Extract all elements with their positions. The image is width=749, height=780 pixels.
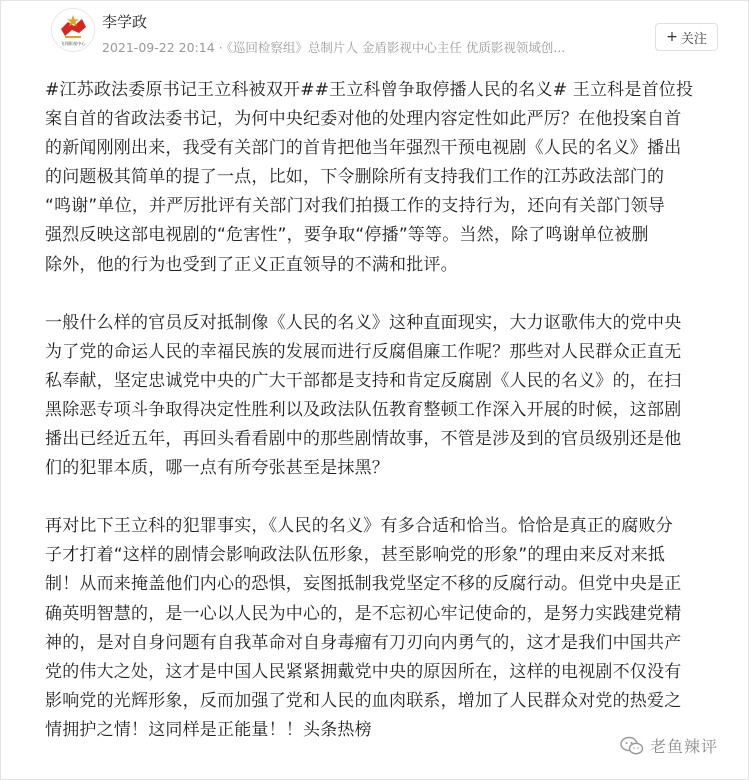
post-date: 2021-09-22 20:14 <box>102 40 215 55</box>
plus-icon: + <box>666 29 678 45</box>
post-meta <box>102 38 622 56</box>
paragraph-line: 案自首的省政法委书记，为何中央纪委对他的处理内容定性如此严厉？在他投案自首 <box>45 109 682 130</box>
paragraph-line: 黑除恶专项斗争取得决定性胜利以及政法队伍教育整顿工作深入开展的时候，这部剧 <box>45 399 682 420</box>
paragraph <box>45 512 725 745</box>
meta-separator: · <box>218 40 223 55</box>
paragraph-line: 们的犯罪本质，哪一点有所夸张甚至是抹黑？ <box>45 458 389 479</box>
paragraph-line: 制！从而来掩盖他们内心的恐惧，妄图抵制我党坚定不移的反腐行动。但党中央是正 <box>45 574 682 595</box>
logo-icon <box>52 9 94 51</box>
wechat-icon <box>620 736 644 756</box>
paragraph-line: 神的，是对自身问题有自我革命对自身毒瘤有刀刃向内勇气的，这才是我们中国共产 <box>45 632 682 653</box>
paragraph-line: 影响党的光辉形象，反而加强了党和人民的血肉联系，增加了人民群众对党的热爱之 <box>45 690 682 711</box>
post-body <box>45 76 725 745</box>
paragraph-line: #江苏政法委原书记王立科被双开##王立科曾争取停播人民的名义# 王立科是首位投 <box>45 80 694 100</box>
paragraph-line: 情拥护之情！这同样是正能量！！头条热榜 <box>45 719 372 740</box>
paragraph <box>45 76 725 280</box>
post-header <box>0 0 749 64</box>
watermark <box>620 734 718 757</box>
logo-text: 飞翔影视中心 <box>60 41 86 46</box>
follow-label: 关注 <box>680 31 707 47</box>
avatar[interactable] <box>51 8 95 52</box>
paragraph-line: 再对比下王立科的犯罪事实，《人民的名义》有多合适和恰当。恰恰是真正的腐败分 <box>45 516 673 537</box>
author-bio: 《巡回检察组》总制片人 金盾影视中心主任 优质影视领域创... <box>226 40 566 55</box>
paragraph-line: 私奉献，坚定忠诚党中央的广大干部都是支持和肯定反腐剧《人民的名义》的，在扫 <box>45 370 682 391</box>
paragraph-line: 子才打着“这样的剧情会影响政法队伍形象，甚至影响党的形象”的理由来反对来抵 <box>45 545 666 566</box>
paragraph-line: 一般什么样的官员反对抵制像《人民的名义》这种直面现实，大力讴歌伟大的党中央 <box>45 312 682 333</box>
author-name[interactable]: 李学政 <box>102 13 148 31</box>
watermark-text: 老鱼辣评 <box>650 737 719 756</box>
paragraph <box>45 309 725 484</box>
paragraph-line: 的问题极其简单的提了一点，比如，下令删除所有支持我们工作的江苏政法部门的 <box>45 167 665 188</box>
paragraph-line: 党的伟大之处，这才是中国人民紧紧拥戴党中央的原因所在，这样的电视剧不仅没有 <box>45 661 682 682</box>
paragraph-line: 为了党的命运人民的幸福民族的发展而进行反腐倡廉工作呢？那些对人民群众正直无 <box>45 341 682 362</box>
paragraph-line: 确英明智慧的，是一心以人民为中心的，是不忘初心牢记使命的，是努力实践建党精 <box>45 603 682 624</box>
paragraph-line: 除外，他的行为也受到了正义正直领导的不满和批评。 <box>45 254 458 275</box>
paragraph-line: “鸣谢”单位，并严厉批评有关部门对我们拍摄工作的支持行为，还向有关部门领导 <box>45 196 666 217</box>
paragraph-line: 播出已经近五年，再回头看看剧中的那些剧情故事，不管是涉及到的官员级别还是他 <box>45 429 682 450</box>
paragraph-line: 的新闻刚刚出来，我受有关部门的首肯把他当年强烈干预电视剧《人民的名义》播出 <box>45 138 682 159</box>
follow-button[interactable] <box>655 23 718 51</box>
paragraph-line: 强烈反映这部电视剧的“危害性”，要争取“停播”等等。当然，除了鸣谢单位被删 <box>45 225 649 246</box>
